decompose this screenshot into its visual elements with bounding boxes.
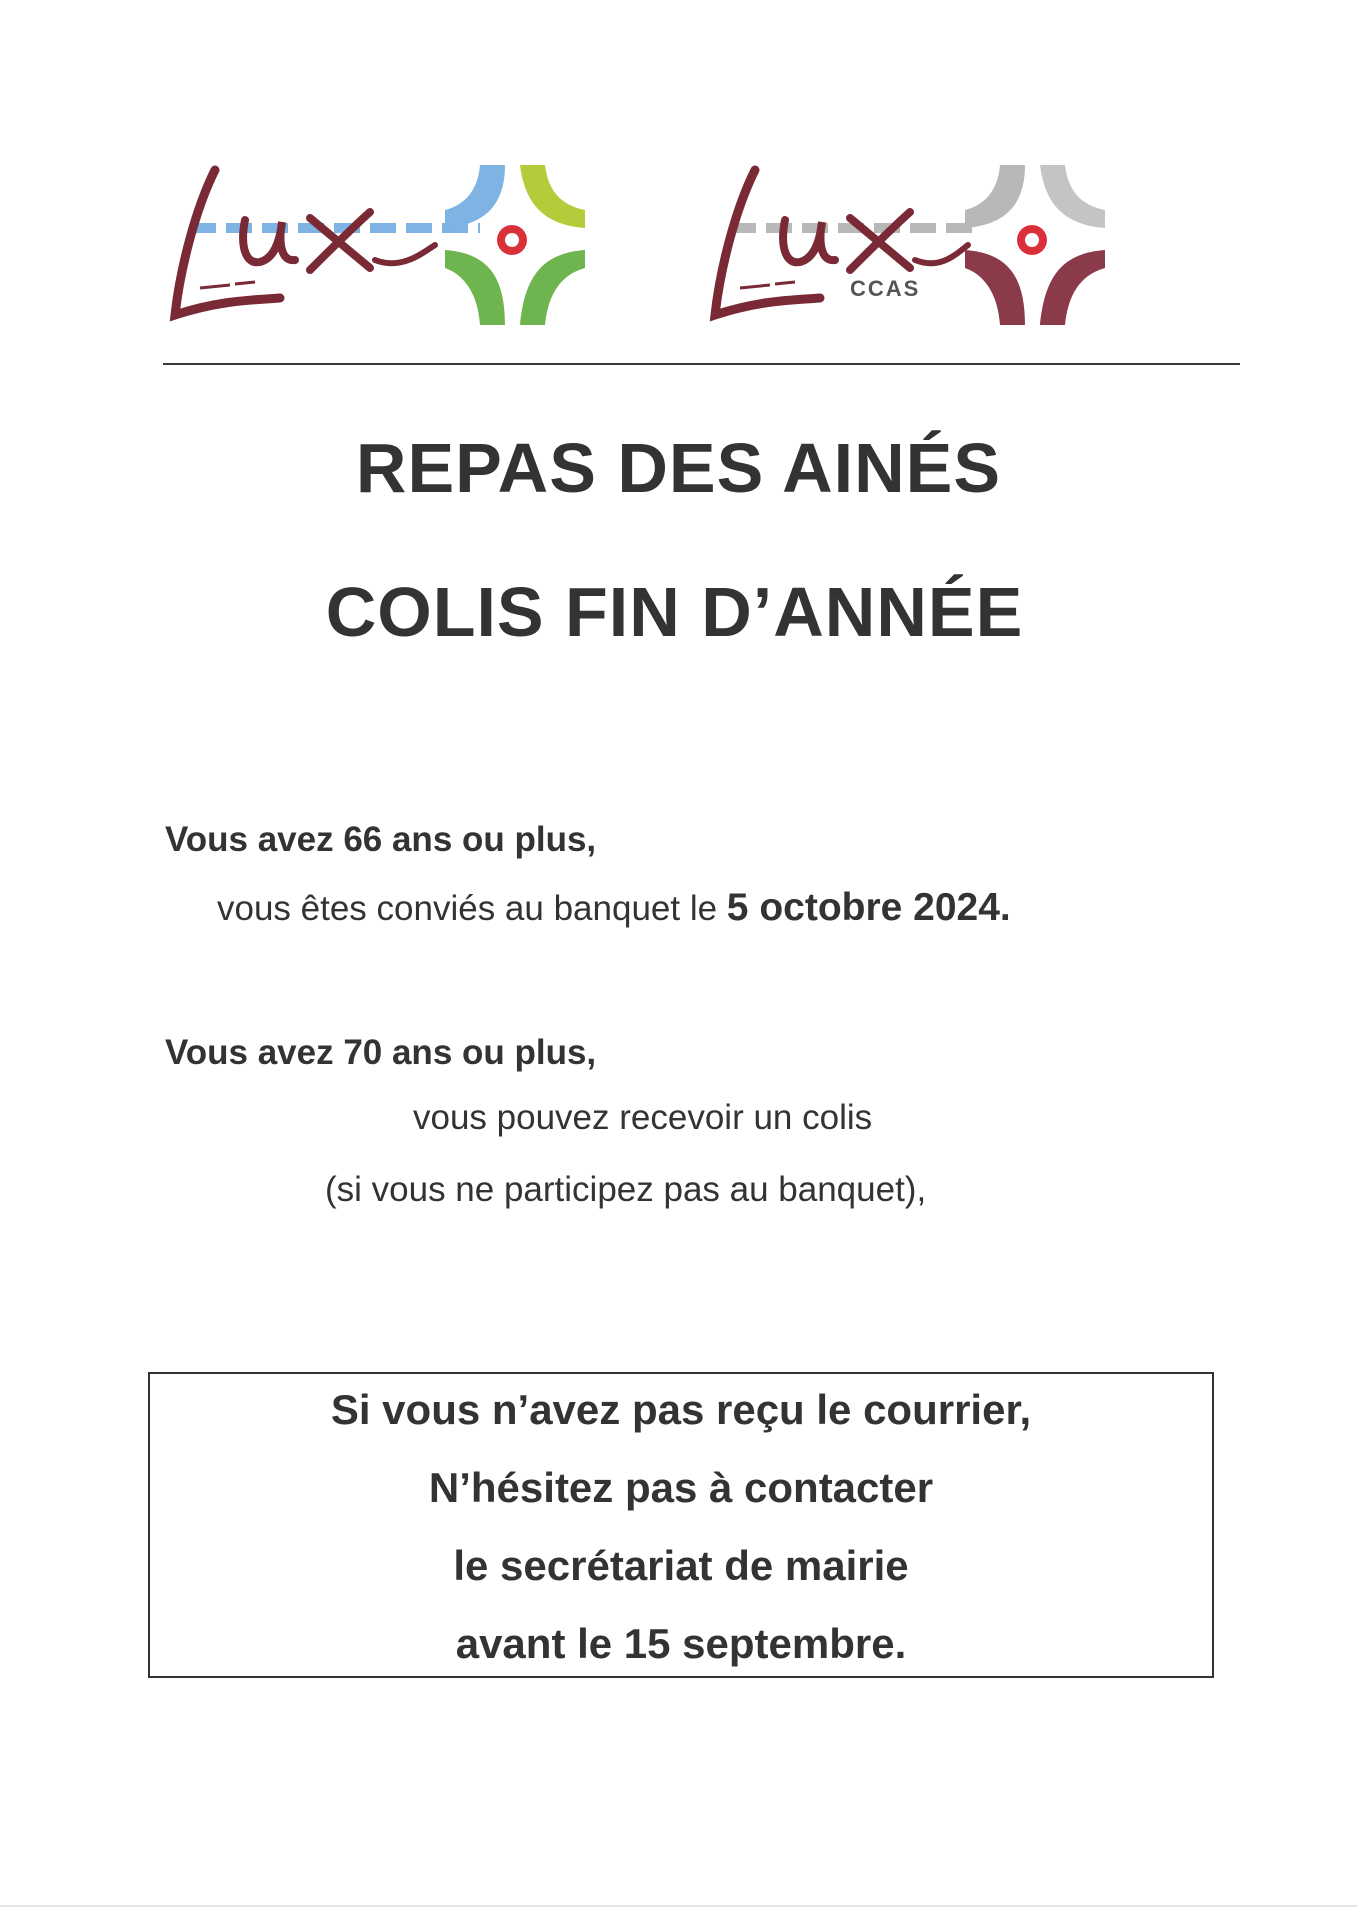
header-divider bbox=[163, 363, 1240, 365]
notice-line-3: le secrétariat de mairie bbox=[453, 1542, 909, 1589]
lux-ccas-logo bbox=[700, 150, 1120, 340]
title-line-1: REPAS DES AINÉS bbox=[355, 429, 1002, 507]
lux-logo bbox=[160, 150, 600, 340]
paragraph-2-line-1: vous pouvez recevoir un colis bbox=[413, 1098, 873, 1137]
notice-line-4: avant le 15 septembre. bbox=[455, 1620, 907, 1667]
ccas-label: CCAS bbox=[850, 276, 921, 301]
banquet-date: 5 octobre 2024. bbox=[726, 886, 1011, 929]
paragraph-1-heading: Vous avez 66 ans ou plus, bbox=[165, 820, 597, 859]
notice-line-1: Si vous n’avez pas reçu le courrier, bbox=[330, 1386, 1032, 1433]
paragraph-1-text bbox=[217, 886, 1011, 930]
notice-line-2: N’hésitez pas à contacter bbox=[428, 1464, 934, 1511]
scan-edge bbox=[0, 1905, 1357, 1907]
banquet-invite-text: vous êtes conviés au banquet le bbox=[217, 889, 727, 928]
title-line-2: COLIS FIN D’ANNÉE bbox=[325, 573, 1024, 651]
paragraph-2-heading: Vous avez 70 ans ou plus, bbox=[165, 1033, 597, 1072]
lux-logo-graphic bbox=[160, 150, 600, 340]
paragraph-2-line-2: (si vous ne participez pas au banquet), bbox=[325, 1170, 927, 1209]
lux-ccas-logo-graphic bbox=[700, 150, 1120, 340]
contact-notice-box bbox=[148, 1372, 1214, 1678]
